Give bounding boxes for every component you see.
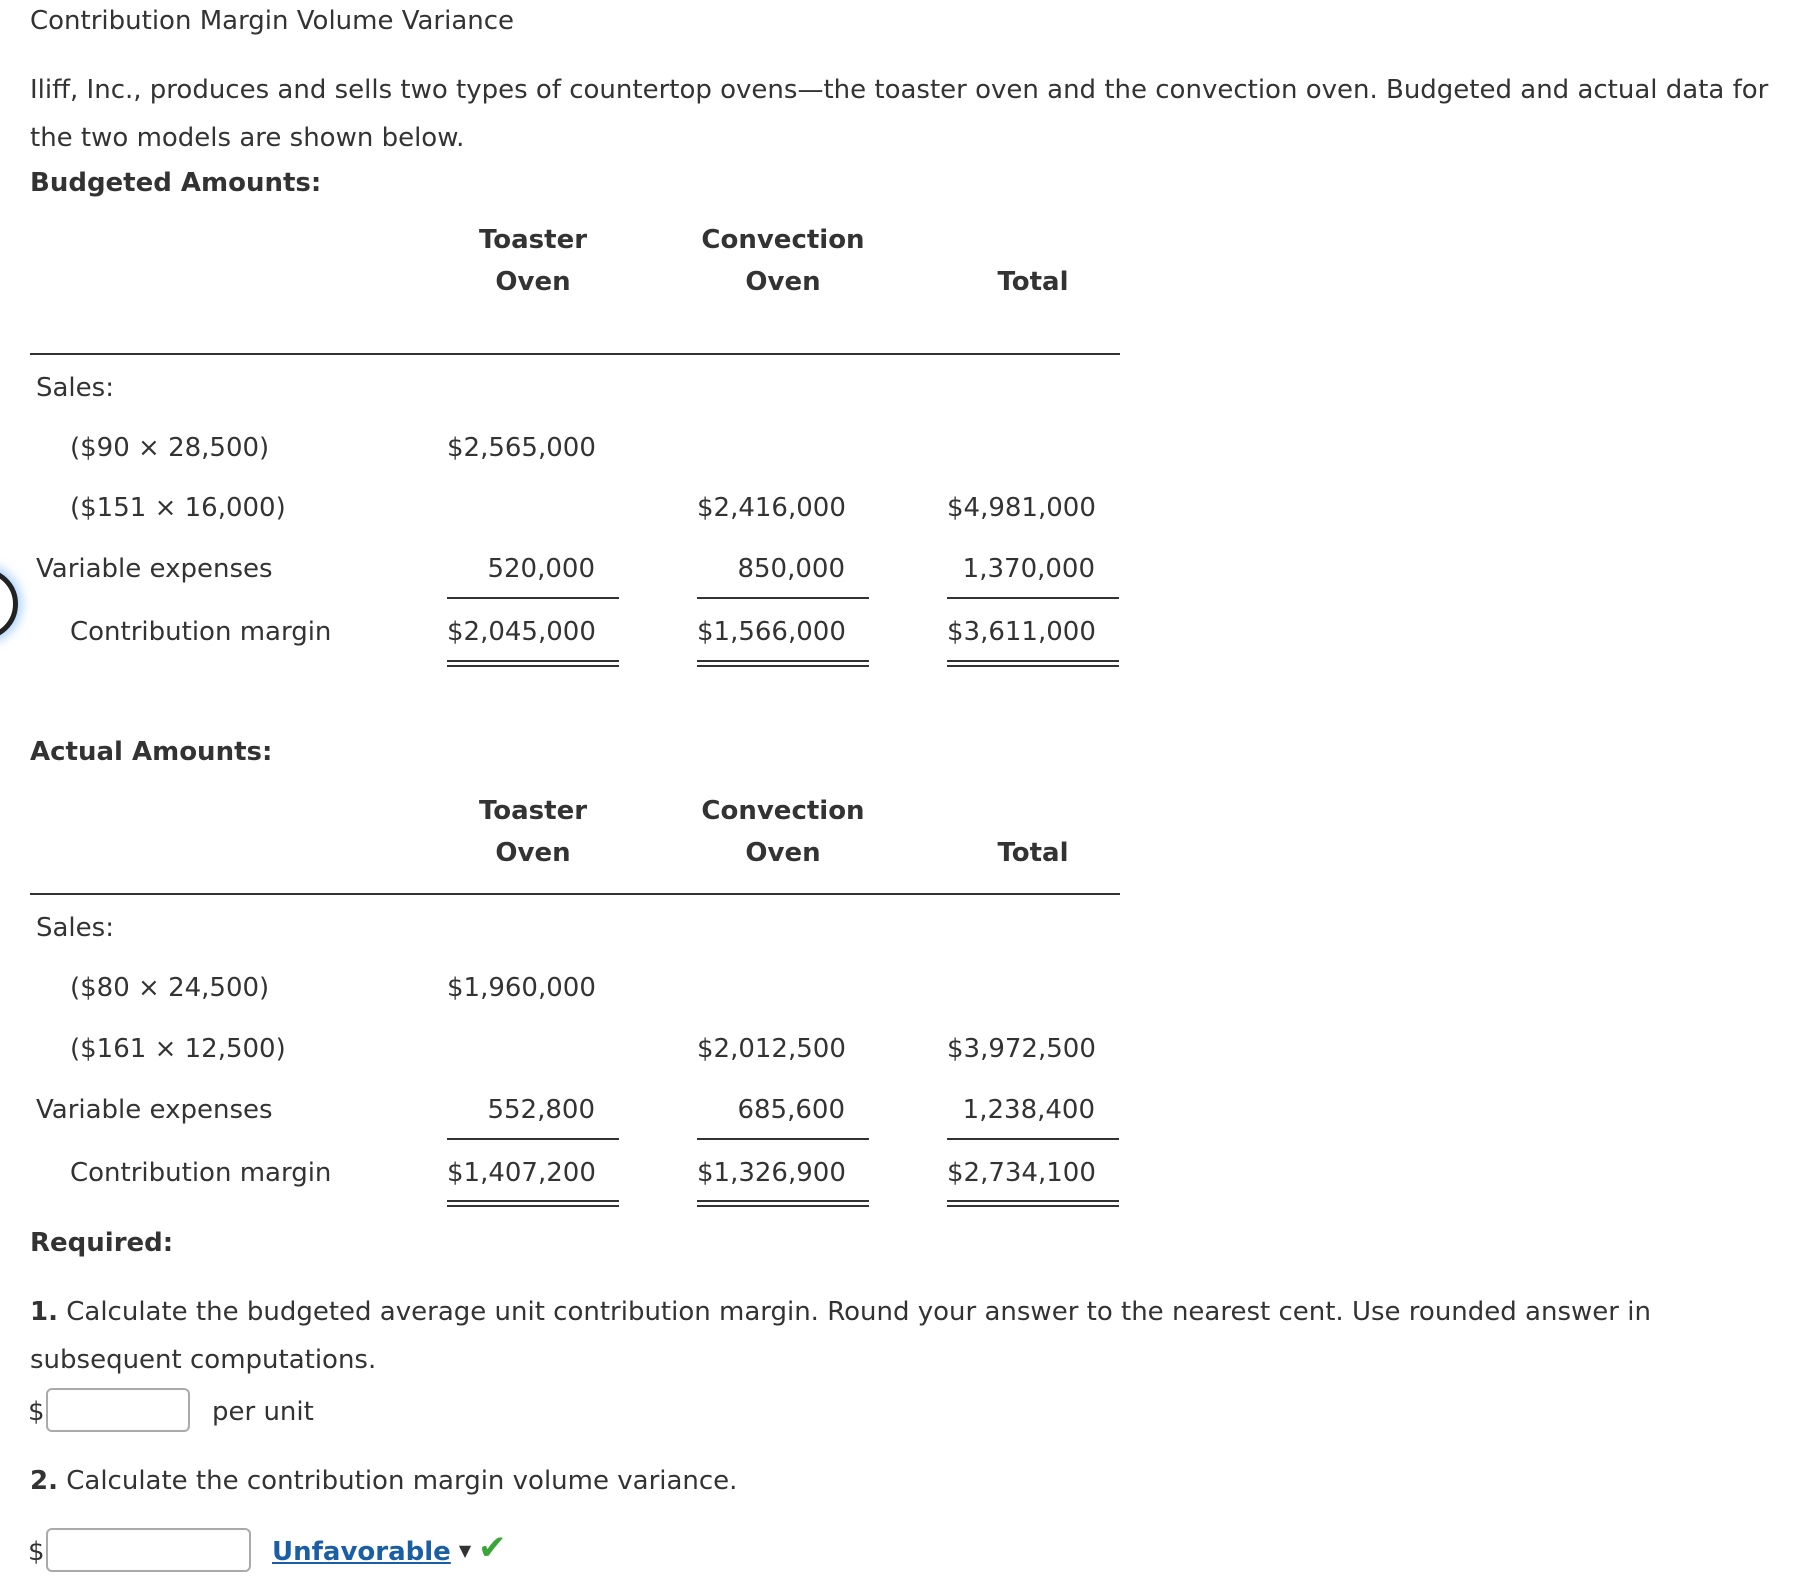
budgeted-col-total: Total [997, 267, 1069, 297]
question-2-number: 2. [30, 1466, 58, 1496]
q2-favorability-select[interactable] [272, 1537, 471, 1567]
budgeted-variable-label: Variable expenses [36, 554, 273, 584]
q1-answer-input[interactable] [46, 1388, 190, 1432]
actual-col-total: Total [997, 838, 1069, 868]
budgeted-row1-label: ($90 × 28,500) [70, 433, 270, 463]
checkmark-icon: ✔ [478, 1528, 507, 1568]
actual-cm-convection: $1,326,900 [697, 1158, 846, 1188]
page-title: Contribution Margin Volume Variance [30, 6, 515, 36]
actual-variable-toaster: 552,800 [487, 1095, 595, 1125]
budgeted-sales-label: Sales: [36, 373, 114, 403]
actual-col-convection-line2: Oven [745, 838, 821, 868]
actual-row2-convection: $2,012,500 [697, 1034, 846, 1064]
actual-subtotal-rule-3 [947, 1138, 1119, 1140]
actual-sales-label: Sales: [36, 913, 114, 943]
budgeted-row2-label: ($151 × 16,000) [70, 493, 286, 523]
actual-total-rule-1 [447, 1200, 619, 1207]
intro-paragraph: Iliff, Inc., produces and sells two types of countertop ovens—the toaster oven and the convection oven. Budgeted and actual data for the two models are shown below. [30, 75, 1769, 153]
budgeted-subtotal-rule-3 [947, 597, 1119, 599]
required-heading: Required: [30, 1228, 174, 1258]
budgeted-col-convection-line2: Oven [745, 267, 821, 297]
question-1-number: 1. [30, 1297, 58, 1327]
actual-variable-convection: 685,600 [737, 1095, 845, 1125]
actual-cm-total: $2,734,100 [947, 1158, 1096, 1188]
budgeted-total-rule-1 [447, 660, 619, 667]
question-2-prompt: Calculate the contribution margin volume variance. [57, 1466, 738, 1496]
budgeted-col-convection-line1: Convection [701, 225, 865, 255]
budgeted-subtotal-rule-1 [447, 597, 619, 599]
question-1-text [30, 1288, 1770, 1384]
actual-total-rule-3 [947, 1200, 1119, 1207]
actual-row1-toaster: $1,960,000 [447, 973, 596, 1003]
budgeted-variable-total: 1,370,000 [962, 554, 1095, 584]
actual-total-rule-2 [697, 1200, 869, 1207]
budgeted-col-toaster-line1: Toaster [478, 225, 588, 255]
actual-cm-label: Contribution margin [70, 1158, 332, 1188]
budgeted-variable-convection: 850,000 [737, 554, 845, 584]
budgeted-cm-label: Contribution margin [70, 617, 332, 647]
scroll-indicator-icon [0, 568, 18, 640]
actual-heading: Actual Amounts: [30, 737, 273, 767]
actual-variable-label: Variable expenses [36, 1095, 273, 1125]
budgeted-cm-total: $3,611,000 [947, 617, 1096, 647]
budgeted-cm-convection: $1,566,000 [697, 617, 846, 647]
budgeted-total-rule-2 [697, 660, 869, 667]
q2-currency-symbol: $ [28, 1537, 45, 1567]
caret-down-icon: ▼ [458, 1541, 472, 1560]
q2-favorability-value: Unfavorable [272, 1537, 451, 1567]
actual-header-rule [30, 893, 1120, 895]
budgeted-row2-total: $4,981,000 [947, 493, 1096, 523]
actual-subtotal-rule-1 [447, 1138, 619, 1140]
budgeted-subtotal-rule-2 [697, 597, 869, 599]
q1-currency-symbol: $ [28, 1397, 45, 1427]
budgeted-row1-toaster: $2,565,000 [447, 433, 596, 463]
budgeted-col-toaster-line2: Oven [495, 267, 571, 297]
q2-answer-input[interactable] [46, 1528, 251, 1572]
actual-col-toaster-line1: Toaster [478, 796, 588, 826]
question-1-prompt: Calculate the budgeted average unit contribution margin. Round your answer to the nearest cent. Use rounded answer in subsequent computations. [30, 1297, 1651, 1375]
question-2-text [30, 1457, 1770, 1505]
budgeted-row2-convection: $2,416,000 [697, 493, 846, 523]
actual-row2-total: $3,972,500 [947, 1034, 1096, 1064]
budgeted-heading: Budgeted Amounts: [30, 168, 322, 198]
actual-row1-label: ($80 × 24,500) [70, 973, 270, 1003]
actual-subtotal-rule-2 [697, 1138, 869, 1140]
q1-unit-label: per unit [212, 1397, 314, 1427]
actual-variable-total: 1,238,400 [962, 1095, 1095, 1125]
budgeted-variable-toaster: 520,000 [487, 554, 595, 584]
actual-cm-toaster: $1,407,200 [447, 1158, 596, 1188]
budgeted-total-rule-3 [947, 660, 1119, 667]
budgeted-header-rule [30, 353, 1120, 355]
budgeted-cm-toaster: $2,045,000 [447, 617, 596, 647]
actual-row2-label: ($161 × 12,500) [70, 1034, 286, 1064]
actual-col-toaster-line2: Oven [495, 838, 571, 868]
actual-col-convection-line1: Convection [701, 796, 865, 826]
